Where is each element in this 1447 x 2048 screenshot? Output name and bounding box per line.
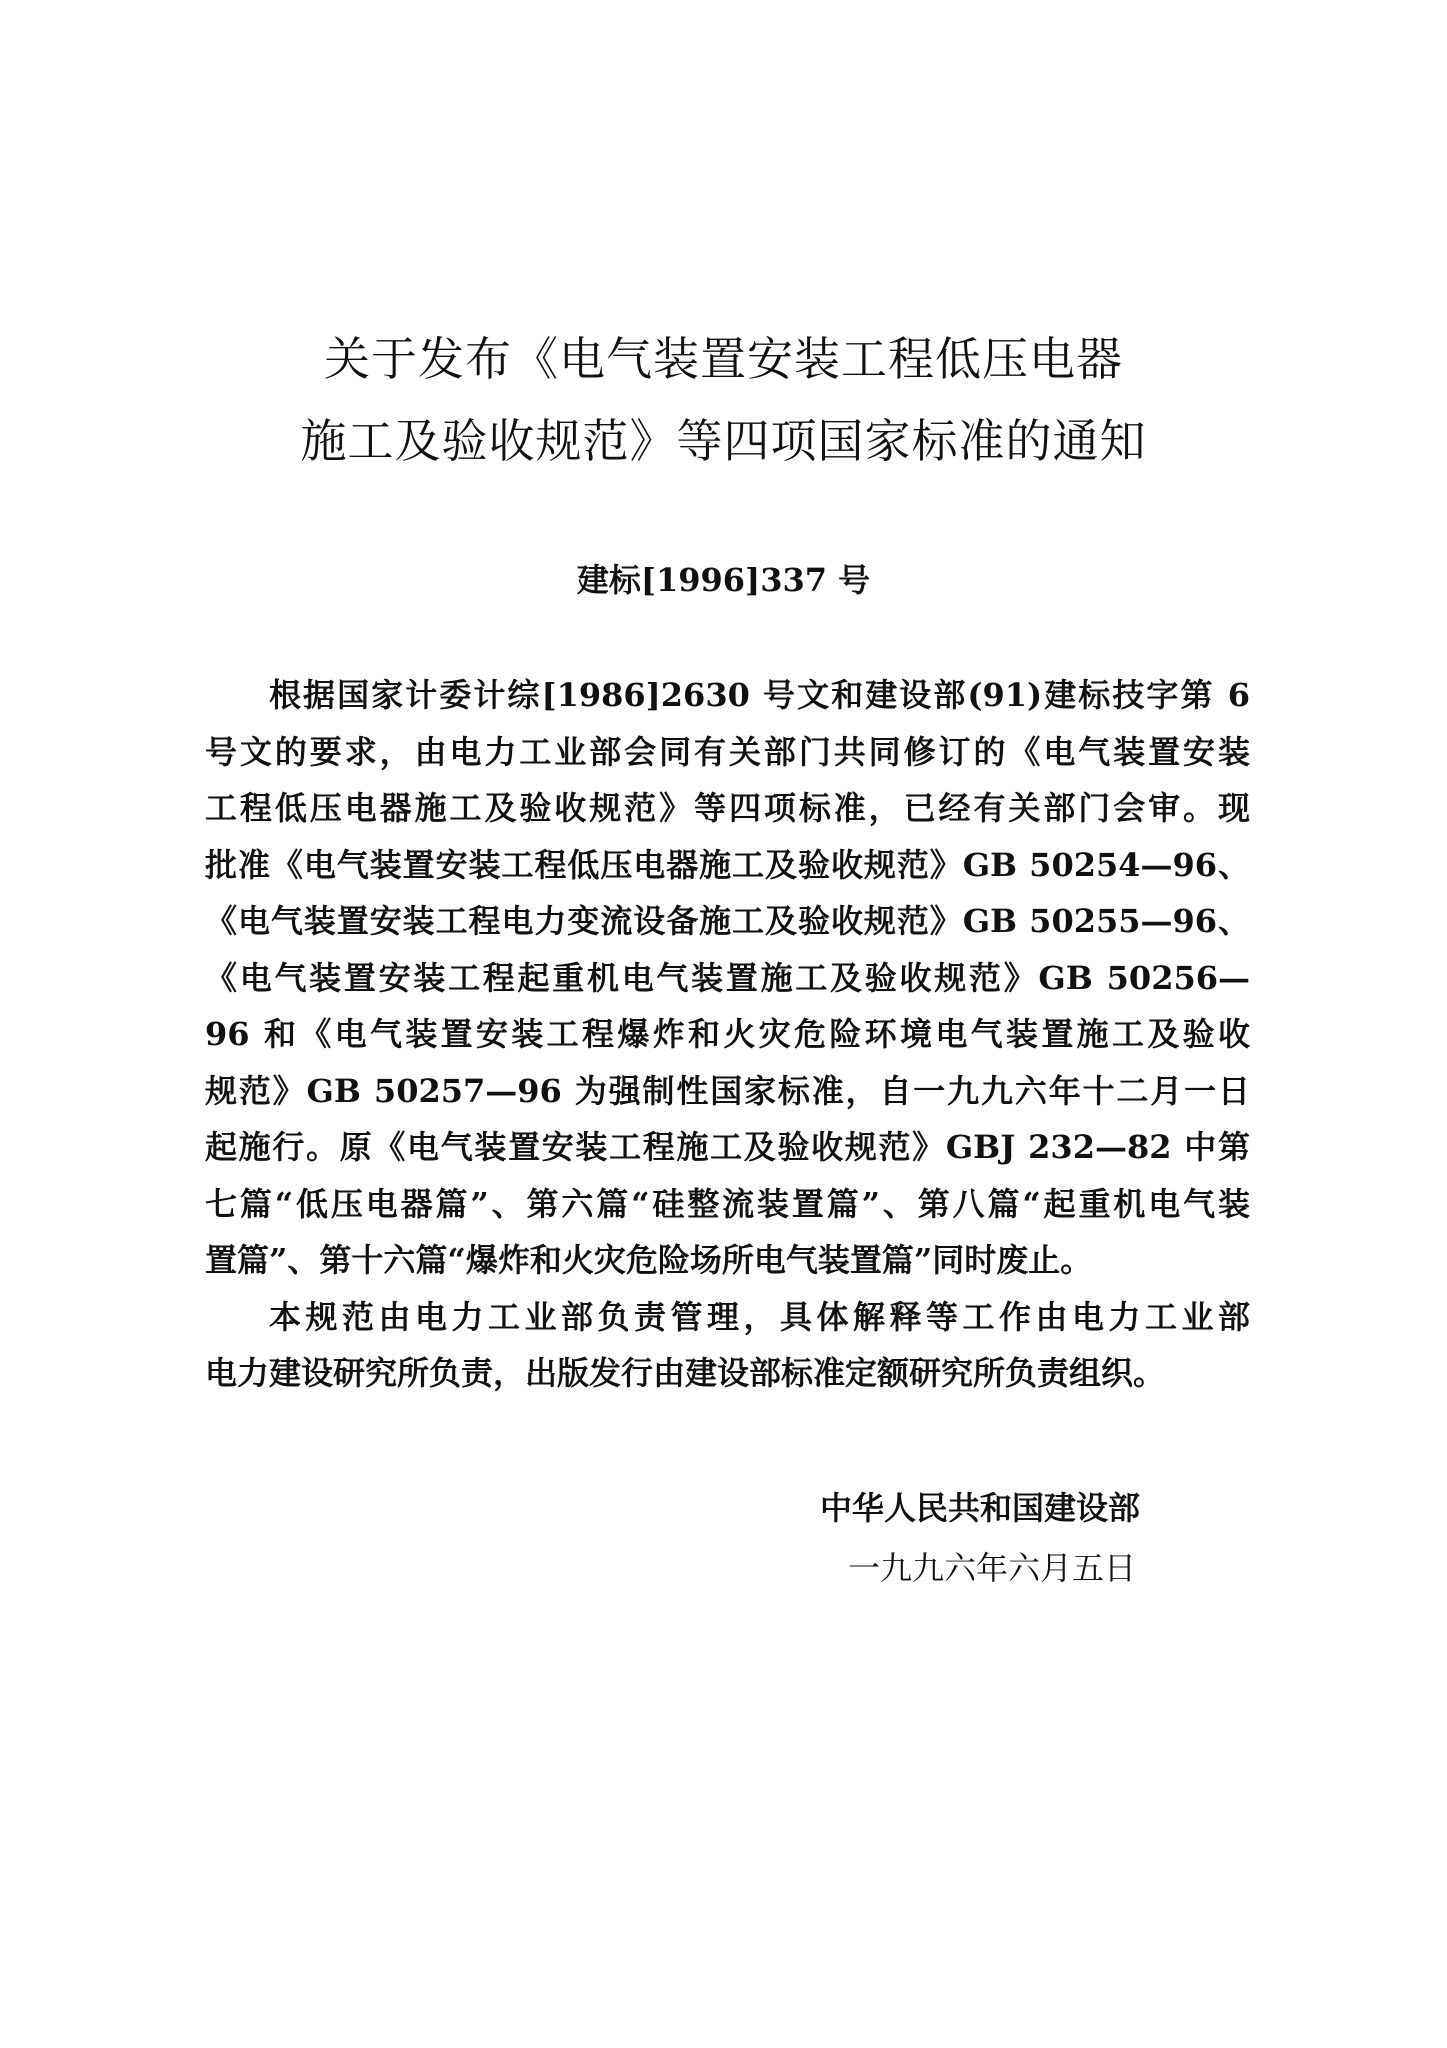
body-line: 《电气装置安装工程电力变流设备施工及验收规范》GB 50255—96、 — [205, 902, 1250, 940]
body-line: 96 和《电气装置安装工程爆炸和火灾危险环境电气装置施工及验收 — [205, 1015, 1250, 1053]
body-line: 工程低压电器施工及验收规范》等四项标准，已经有关部门会审。现 — [205, 789, 1250, 827]
body-line: 置篇”、第十六篇“爆炸和火灾危险场所电气装置篇”同时废止。 — [205, 1241, 1093, 1279]
notice-title — [0, 318, 1447, 482]
body-line: 根据国家计委计综[1986]2630 号文和建设部(91)建标技字第 6 — [269, 676, 1250, 714]
notice-body — [205, 667, 1250, 1402]
document-number: 建标[1996]337 号 — [576, 561, 871, 599]
body-line: 《电气装置安装工程起重机电气装置施工及验收规范》GB 50256— — [205, 958, 1250, 997]
body-line: 七篇“低压电器篇”、第六篇“硅整流装置篇”、第八篇“起重机电气装 — [205, 1184, 1250, 1223]
body-line: 起施行。原《电气装置安装工程施工及验收规范》GBJ 232—82 中第 — [205, 1128, 1250, 1166]
title-line: 关于发布《电气装置安装工程低压电器 — [324, 332, 1123, 386]
body-line: 号文的要求，由电力工业部会同有关部门共同修订的《电气装置安装 — [205, 732, 1250, 771]
body-line: 批准《电气装置安装工程低压电器施工及验收规范》GB 50254—96、 — [205, 845, 1250, 884]
title-line: 施工及验收规范》等四项国家标准的通知 — [300, 414, 1147, 468]
body-line: 本规范由电力工业部负责管理，具体解释等工作由电力工业部 — [269, 1297, 1250, 1336]
signature-block — [820, 1478, 1180, 1598]
issue-date: 一九九六年六月五日 — [848, 1549, 1137, 1587]
issuer-name: 中华人民共和国建设部 — [820, 1489, 1141, 1527]
body-line: 规范》GB 50257—96 为强制性国家标准，自一九九六年十二月一日 — [205, 1071, 1250, 1110]
body-line: 电力建设研究所负责，出版发行由建设部标准定额研究所负责组织。 — [205, 1354, 1166, 1392]
